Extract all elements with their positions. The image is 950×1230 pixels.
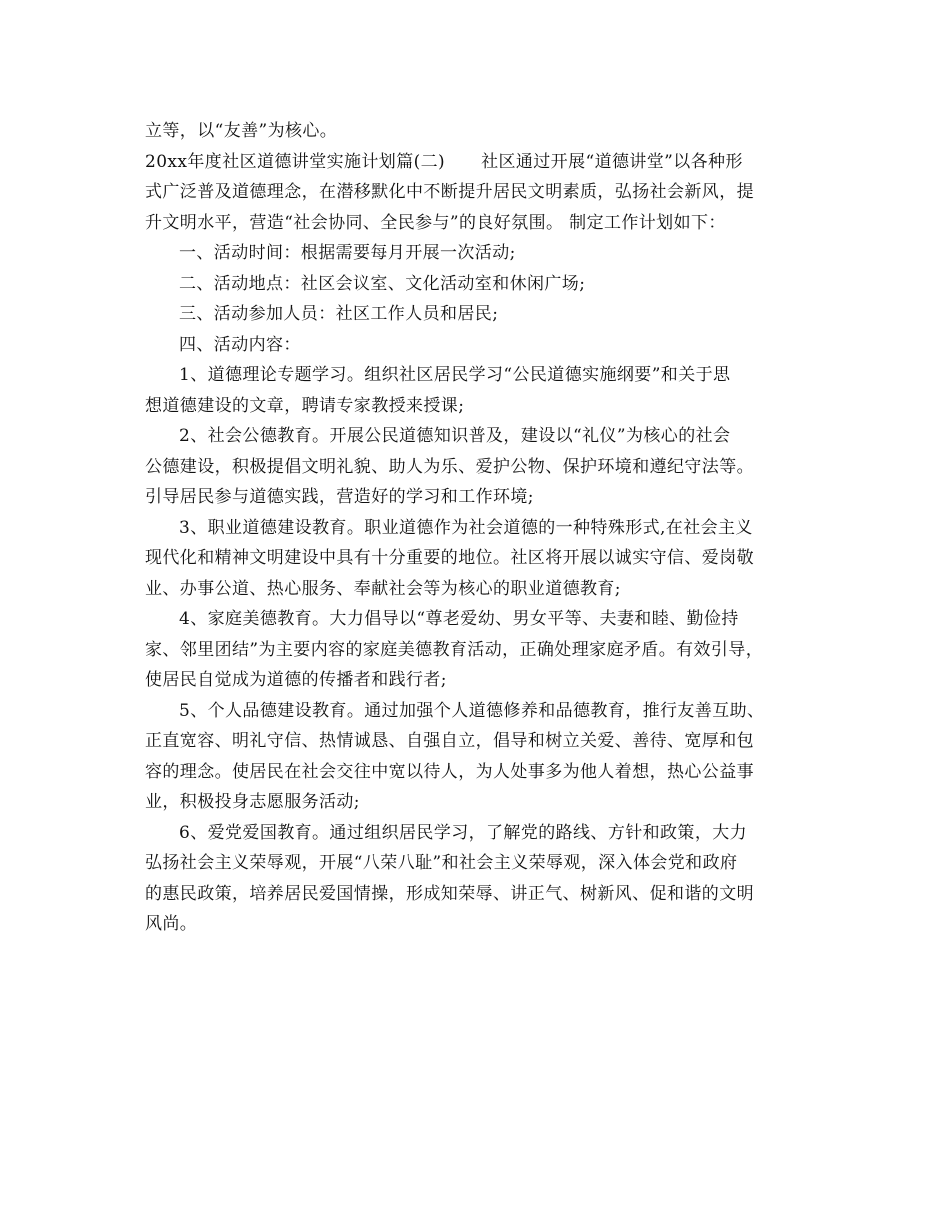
text-line: 3、职业道德建设教育。职业道德作为社会道德的一种特殊形式,在社会主义 bbox=[179, 517, 753, 538]
text-line: 弘扬社会主义荣辱观，开展“八荣八耻”和社会主义荣辱观，深入体会党和政府 bbox=[145, 853, 738, 873]
text-line: 2、社会公德教育。开展公民道德知识普及，建设以“礼仪”为核心的社会 bbox=[179, 426, 731, 446]
text-line: 使居民自觉成为道德的传播者和践行者; bbox=[145, 670, 447, 690]
text-line: 式广泛普及道德理念，在潜移默化中不断提升居民文明素质，弘扬社会新风，提 bbox=[145, 182, 754, 202]
text-line: 一、活动时间：根据需要每月开展一次活动; bbox=[179, 243, 516, 263]
section-heading: 20xx年度社区道德讲堂实施计划篇(二) bbox=[145, 151, 446, 172]
text-line: 三、活动参加人员：社区工作人员和居民; bbox=[179, 304, 499, 324]
text-line: 4、家庭美德教育。大力倡导以“尊老爱幼、男女平等、夫妻和睦、勤俭持 bbox=[179, 609, 739, 629]
text-line: 公德建设，积极提倡文明礼貌、助人为乐、爱护公物、保护环境和遵纪守法等。 bbox=[145, 456, 754, 477]
text-line: 业、办事公道、热心服务、奉献社会等为核心的职业道德教育; bbox=[145, 578, 621, 599]
text-line: 容的理念。使居民在社会交往中宽以待人，为人处事多为他人着想，热心公益事 bbox=[145, 761, 754, 782]
text-line: 引导居民参与道德实践，营造好的学习和工作环境; bbox=[145, 487, 534, 507]
text-line: 现代化和精神文明建设中具有十分重要的地位。社区将开展以诚实守信、爱岗敬 bbox=[145, 548, 754, 568]
text-line: 1、道德理论专题学习。组织社区居民学习“公民道德实施纲要”和关于思 bbox=[179, 365, 731, 385]
text-line: 家、邻里团结”为主要内容的家庭美德教育活动，正确处理家庭矛盾。有效引导， bbox=[145, 639, 764, 660]
text-line: 5、个人品德建设教育。通过加强个人道德修养和品德教育，推行友善互助、 bbox=[179, 700, 765, 721]
text-line: 6、爱党爱国教育。通过组织居民学习，了解党的路线、方针和政策，大力 bbox=[179, 822, 748, 843]
text-line: 四、活动内容： bbox=[179, 334, 301, 355]
text-line-with-heading bbox=[145, 147, 810, 178]
text-span: 社区通过开展“道德讲堂”以各种形 bbox=[481, 151, 743, 172]
text-line: 正直宽容、明礼守信、热情诚恳、自强自立，倡导和树立关爱、善待、宽厚和包 bbox=[145, 731, 754, 751]
text-line: 想道德建设的文章，聘请专家教授来授课; bbox=[145, 395, 465, 416]
text-line: 升文明水平，营造“社会协同、全民参与”的良好氛围。 制定工作计划如下： bbox=[145, 212, 726, 233]
text-line: 的惠民政策，培养居民爱国情操，形成知荣辱、讲正气、树新风、促和谐的文明 bbox=[145, 883, 754, 904]
text-line: 立等，以“友善”为核心。 bbox=[145, 121, 338, 141]
text-line: 业，积极投身志愿服务活动; bbox=[145, 792, 360, 812]
text-line: 二、活动地点：社区会议室、文化活动室和休闲广场; bbox=[179, 273, 586, 294]
text-line: 风尚。 bbox=[145, 914, 198, 934]
document-body bbox=[145, 116, 810, 940]
